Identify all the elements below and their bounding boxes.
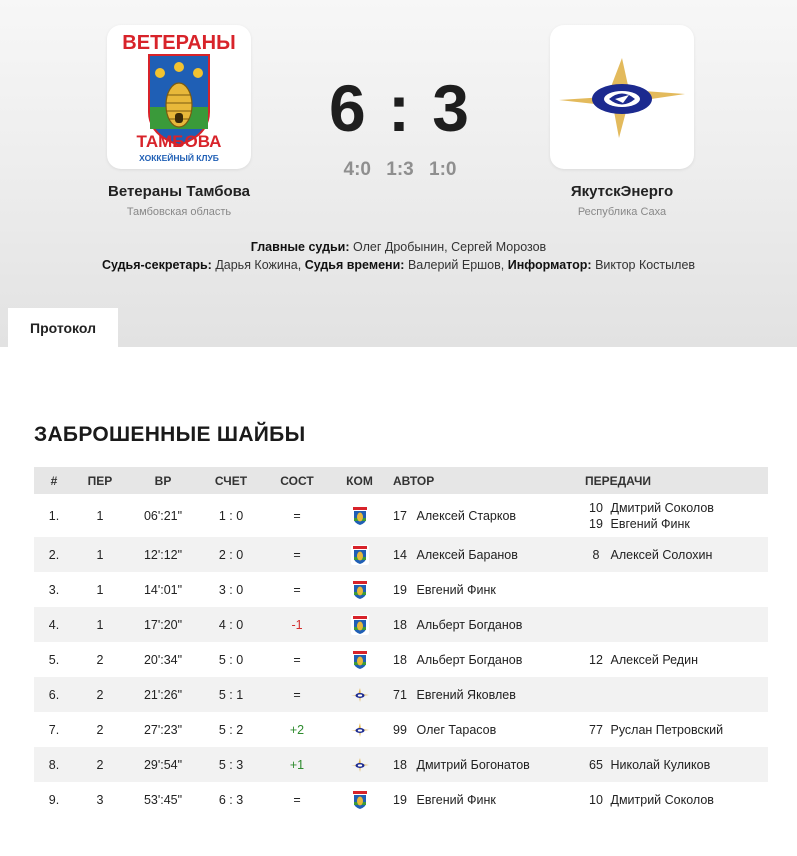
author-number: 18 — [393, 617, 407, 632]
author-player: Алексей Баранов — [416, 547, 518, 562]
tambov-crest-icon — [119, 27, 239, 167]
col-team: КОМ — [346, 473, 373, 488]
secretary-label: Судья-секретарь: — [101, 258, 212, 272]
goal-author[interactable] — [387, 747, 585, 782]
author-number: 18 — [393, 757, 407, 772]
home-team-region: Тамбовская область — [126, 206, 232, 218]
goal-state: = — [293, 582, 301, 597]
goal-number: 4. — [48, 617, 60, 632]
goal-score: 5 : 3 — [218, 757, 244, 772]
goal-assists — [585, 494, 768, 537]
goal-author[interactable] — [387, 537, 585, 572]
goal-period: 1 — [96, 617, 104, 632]
assist-1[interactable] — [585, 547, 768, 563]
assist-1[interactable] — [585, 500, 768, 516]
goal-author[interactable] — [387, 677, 585, 712]
table-header — [34, 467, 768, 494]
tab-protocol[interactable]: Протокол — [8, 308, 118, 347]
goal-number: 9. — [48, 792, 60, 807]
away-team-mini-logo-icon — [351, 755, 369, 775]
goal-assists — [585, 782, 768, 817]
goal-time: 27':23" — [143, 722, 183, 737]
author-player: Евгений Финк — [416, 792, 496, 807]
goal-score: 3 : 0 — [218, 582, 244, 597]
goal-time: 14':01" — [143, 582, 183, 597]
goal-state: -1 — [291, 617, 303, 632]
home-team-mini-logo-icon — [351, 545, 369, 565]
goal-score: 1 : 0 — [218, 508, 244, 523]
author-player: Альберт Богданов — [416, 617, 523, 632]
officials-secondary — [0, 258, 797, 272]
table-row — [34, 607, 768, 642]
author-player: Дмитрий Богонатов — [416, 757, 530, 772]
goal-period: 2 — [96, 757, 104, 772]
assist-player: Руслан Петровский — [610, 722, 724, 737]
goal-time: 12':12" — [143, 547, 183, 562]
goal-number: 8. — [48, 757, 60, 772]
table-row — [34, 782, 768, 817]
informer-value: Виктор Костылев — [595, 258, 696, 272]
away-team-mini-logo-icon — [351, 685, 369, 705]
goal-author[interactable] — [387, 572, 585, 607]
author-number: 17 — [393, 508, 407, 523]
goal-assists — [585, 537, 768, 572]
away-team-mini-logo-icon — [351, 720, 369, 740]
goal-assists — [585, 572, 768, 607]
home-team-mini-logo-icon — [351, 615, 369, 635]
table-row — [34, 712, 768, 747]
informer-label: Информатор: — [507, 258, 592, 272]
goal-team[interactable] — [332, 494, 387, 537]
col-score: СЧЕТ — [214, 473, 248, 488]
goal-score: 5 : 1 — [218, 687, 244, 702]
goal-state: = — [293, 508, 301, 523]
assist-number: 12 — [589, 652, 603, 667]
goal-time: 20':34" — [143, 652, 183, 667]
goal-team[interactable] — [332, 677, 387, 712]
goal-team[interactable] — [332, 607, 387, 642]
table-row — [34, 572, 768, 607]
author-number: 19 — [393, 792, 407, 807]
goal-assists — [585, 677, 768, 712]
assist-number: 65 — [589, 757, 603, 772]
goal-number: 6. — [48, 687, 60, 702]
svg-text:ВЕТЕРАНЫ: ВЕТЕРАНЫ — [122, 32, 236, 54]
goal-state: = — [293, 687, 301, 702]
goal-author[interactable] — [387, 607, 585, 642]
goal-team[interactable] — [332, 712, 387, 747]
table-row — [34, 642, 768, 677]
period-score: 1:0 — [429, 159, 457, 180]
period-score: 4:0 — [343, 159, 371, 180]
col-period: ПЕР — [87, 473, 113, 488]
goal-number: 7. — [48, 722, 60, 737]
goal-state: +1 — [289, 757, 305, 772]
goal-team[interactable] — [332, 747, 387, 782]
home-team-mini-logo-icon — [351, 580, 369, 600]
author-player: Альберт Богданов — [416, 652, 523, 667]
goal-period: 3 — [96, 792, 104, 807]
goal-team[interactable] — [332, 537, 387, 572]
home-team-name[interactable]: Ветераны Тамбова — [107, 183, 251, 200]
goal-period: 1 — [96, 508, 104, 523]
goal-state: = — [293, 792, 301, 807]
assist-player: Дмитрий Соколов — [610, 792, 714, 807]
col-num: # — [50, 473, 58, 488]
section-title: ЗАБРОШЕННЫЕ ШАЙБЫ — [34, 423, 306, 446]
away-team-region: Республика Саха — [577, 206, 667, 218]
goal-period: 2 — [96, 687, 104, 702]
goal-number: 5. — [48, 652, 60, 667]
goal-assists — [585, 747, 768, 782]
goal-time: 06':21" — [143, 508, 183, 523]
svg-text:ХОККЕЙНЫЙ КЛУБ: ХОККЕЙНЫЙ КЛУБ — [139, 153, 219, 163]
goal-time: 21':26" — [143, 687, 183, 702]
away-team-name[interactable]: ЯкутскЭнерго — [570, 183, 674, 200]
goal-period: 2 — [96, 722, 104, 737]
home-team-mini-logo-icon — [351, 650, 369, 670]
goal-period: 1 — [96, 547, 104, 562]
goal-score: 5 : 2 — [218, 722, 244, 737]
yakutskenergo-emblem-icon — [557, 52, 687, 142]
assist-number: 10 — [589, 792, 603, 807]
goal-assists — [585, 712, 768, 747]
timekeeper-value: Валерий Ершов, — [407, 258, 505, 272]
period-score: 1:3 — [386, 159, 414, 180]
table-row — [34, 677, 768, 712]
home-team-mini-logo-icon — [351, 790, 369, 810]
svg-text:ТАМБОВА: ТАМБОВА — [136, 132, 222, 151]
timekeeper-label: Судья времени: — [304, 258, 405, 272]
table-row — [34, 537, 768, 572]
assist-number: 10 — [589, 500, 603, 515]
assist-1[interactable] — [585, 652, 768, 668]
home-team-logo[interactable] — [107, 25, 251, 169]
goal-team[interactable] — [332, 642, 387, 677]
assist-1[interactable] — [585, 722, 768, 738]
goal-assists — [585, 642, 768, 677]
author-player: Евгений Яковлев — [416, 687, 516, 702]
goal-time: 29':54" — [143, 757, 183, 772]
author-number: 14 — [393, 547, 407, 562]
author-number: 99 — [393, 722, 407, 737]
goal-team[interactable] — [332, 782, 387, 817]
table-row — [34, 494, 768, 537]
goal-number: 1. — [48, 508, 60, 523]
col-assists: ПЕРЕДАЧИ — [585, 473, 651, 488]
goal-state: = — [293, 652, 301, 667]
goal-assists — [585, 607, 768, 642]
goal-state: +2 — [289, 722, 305, 737]
assist-number: 19 — [589, 516, 603, 531]
assist-number: 8 — [592, 547, 600, 562]
goal-score: 2 : 0 — [218, 547, 244, 562]
goal-author[interactable] — [387, 782, 585, 817]
final-score: 6 : 3 — [328, 71, 472, 145]
assist-1[interactable] — [585, 757, 768, 773]
author-number: 18 — [393, 652, 407, 667]
home-team-mini-logo-icon — [351, 506, 369, 526]
goal-team[interactable] — [332, 572, 387, 607]
goals-table — [34, 467, 768, 817]
col-author: АВТОР — [393, 473, 435, 488]
goal-state: = — [293, 547, 301, 562]
secretary-value: Дарья Кожина, — [215, 258, 302, 272]
away-team-logo[interactable] — [550, 25, 694, 169]
main-referees-label: Главные судьи: — [250, 240, 350, 254]
goal-period: 2 — [96, 652, 104, 667]
goal-period: 1 — [96, 582, 104, 597]
col-state: СОСТ — [280, 473, 314, 488]
assist-player: Николай Куликов — [610, 757, 711, 772]
table-row — [34, 747, 768, 782]
assist-2[interactable] — [585, 516, 768, 532]
assist-1[interactable] — [585, 792, 768, 808]
period-scores — [300, 159, 500, 181]
goal-author[interactable] — [387, 712, 585, 747]
goal-time: 53':45" — [143, 792, 183, 807]
assist-player: Алексей Редин — [610, 652, 698, 667]
goal-number: 2. — [48, 547, 60, 562]
main-referees-value: Олег Дробынин, Сергей Морозов — [353, 240, 547, 254]
assist-player: Дмитрий Соколов — [610, 500, 714, 515]
author-player: Олег Тарасов — [416, 722, 497, 737]
author-number: 71 — [393, 687, 407, 702]
col-time: ВР — [154, 473, 172, 488]
goal-score: 6 : 3 — [218, 792, 244, 807]
author-player: Алексей Старков — [416, 508, 517, 523]
author-player: Евгений Финк — [416, 582, 496, 597]
assist-player: Евгений Финк — [610, 516, 690, 531]
assist-number: 77 — [589, 722, 603, 737]
assist-player: Алексей Солохин — [610, 547, 713, 562]
goal-number: 3. — [48, 582, 60, 597]
goal-author[interactable] — [387, 494, 585, 537]
goal-time: 17':20" — [143, 617, 183, 632]
goal-score: 5 : 0 — [218, 652, 244, 667]
author-number: 19 — [393, 582, 407, 597]
officials-main — [0, 240, 797, 254]
goal-score: 4 : 0 — [218, 617, 244, 632]
goal-author[interactable] — [387, 642, 585, 677]
